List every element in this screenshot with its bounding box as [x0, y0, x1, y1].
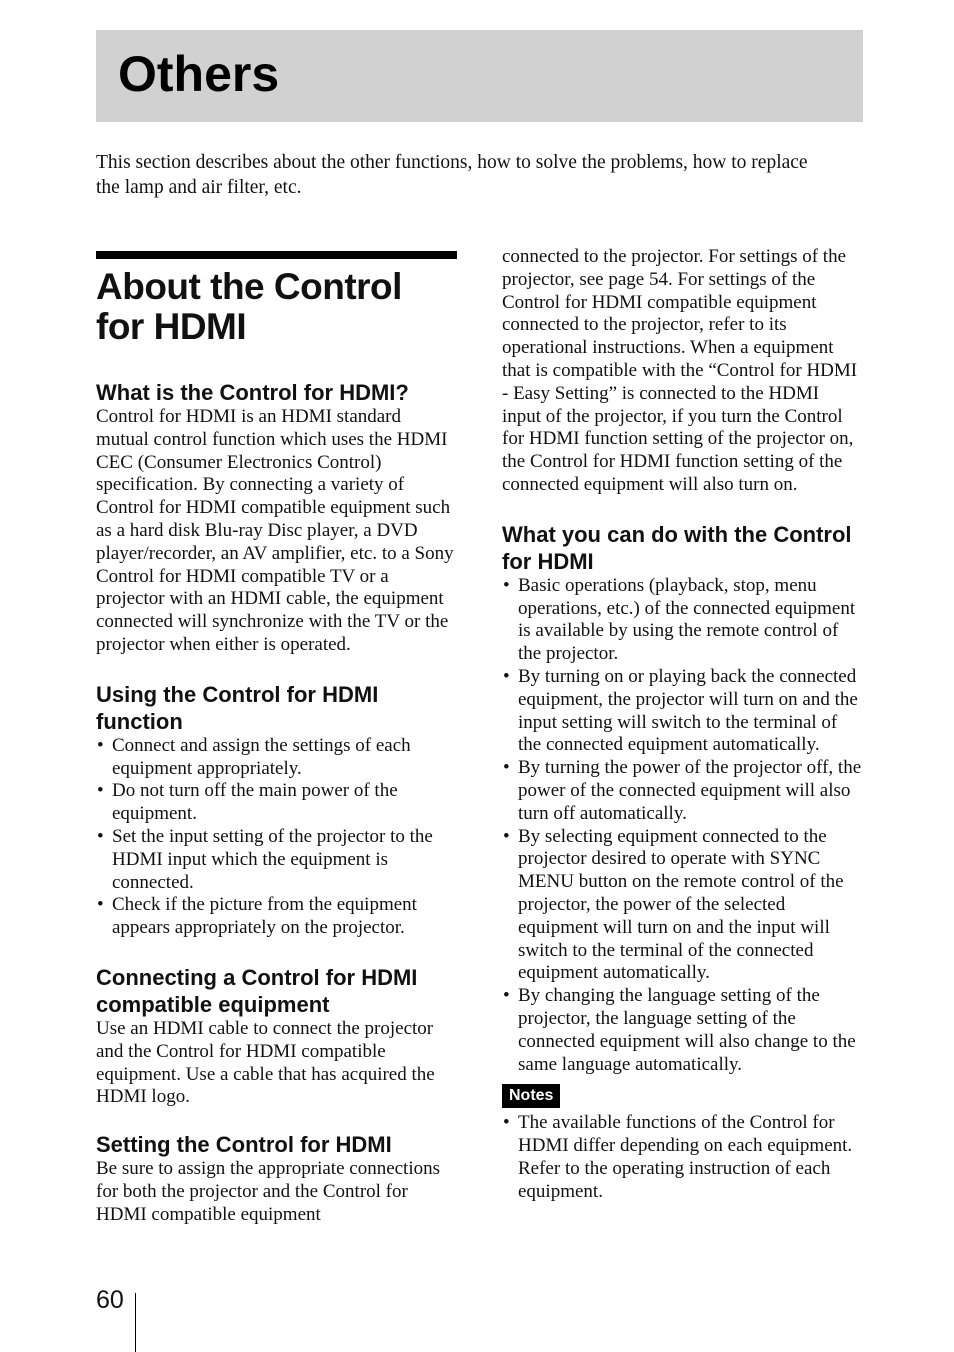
- list-item: • By turning on or playing back the connected equipment, the projector will turn on and the input setting will switch to the terminal of the connected equipment automatically.: [503, 665, 858, 756]
- notes-section: [502, 1084, 862, 1203]
- notes-badge: Notes: [502, 1084, 560, 1108]
- chapter-banner: [96, 30, 863, 122]
- setting-heading: Setting the Control for HDMI: [96, 1132, 392, 1158]
- list-item: • Connect and assign the settings of each equipment appropriately.: [97, 734, 411, 779]
- intro-paragraph: This section describes about the other functions, how to solve the problems, how to replace the lamp and air filter, etc.: [96, 152, 808, 198]
- list-item: • Basic operations (playback, stop, menu operations, etc.) of the connected equipment is available by using the remote control of the projector.: [503, 574, 856, 665]
- connecting-body: Use an HDMI cable to connect the projector and the Control for HDMI compatible equipment. Use a cable that has acquired the HDMI logo.: [96, 1017, 435, 1108]
- left-column: [96, 236, 458, 1227]
- list-item: • By changing the language setting of the projector, the language setting of the connected equipment will also change to the same language automatically.: [503, 985, 856, 1075]
- list-item: • Check if the picture from the equipment appears appropriately on the projector.: [97, 894, 417, 939]
- list-item: • By selecting equipment connected to the projector desired to operate with SYNC MENU button on the remote control of the projector, the power of the selected equipment will turn on and the input will switch to the terminal of the connected equipment automatically.: [503, 825, 844, 984]
- page-number-rule: [135, 1293, 136, 1352]
- section-title: About the Control for HDMI: [96, 266, 402, 347]
- bullet-icon: •: [97, 894, 104, 916]
- what-can-heading: What you can do with the Control for HDMI: [502, 521, 852, 574]
- what-can-list: [502, 575, 862, 1077]
- list-item: • Set the input setting of the projector to the HDMI input which the equipment is connected.: [97, 825, 433, 893]
- chapter-title: Others: [118, 46, 280, 102]
- right-column: [502, 246, 862, 1203]
- connecting-heading: Connecting a Control for HDMI compatible equipment: [96, 964, 418, 1017]
- bullet-icon: •: [97, 825, 104, 847]
- bullet-icon: •: [503, 985, 510, 1007]
- bullet-icon: •: [503, 574, 510, 596]
- notes-list: [502, 1112, 862, 1203]
- page-number: 60: [96, 1286, 124, 1314]
- bullet-icon: •: [97, 734, 104, 756]
- bullet-icon: •: [503, 665, 510, 687]
- using-list: [96, 735, 458, 940]
- list-item: • The available functions of the Control for HDMI differ depending on each equipment. Refer to the operating instruction of each equipment.: [503, 1112, 853, 1202]
- section-rule: [96, 251, 457, 259]
- bullet-icon: •: [503, 825, 510, 847]
- setting-body-continued: connected to the projector. For settings of the projector, see page 54. For settings of the Control for HDMI compatible equipment connected to the projector, refer to its operational instructions. When a equipment that is compatible with the “Control for HDMI - Easy Setting” is connected to the HDMI input of the projector, if you turn the Control for HDMI function setting of the projector on, the Control for HDMI function setting of the connected equipment will also turn on.: [502, 246, 858, 495]
- bullet-icon: •: [503, 757, 510, 779]
- bullet-icon: •: [503, 1112, 510, 1134]
- setting-body: Be sure to assign the appropriate connections for both the projector and the Control for HDMI compatible equipment: [96, 1158, 441, 1225]
- using-heading: Using the Control for HDMI function: [96, 681, 379, 734]
- list-item: • Do not turn off the main power of the equipment.: [97, 780, 398, 825]
- what-is-heading: What is the Control for HDMI?: [96, 380, 409, 405]
- what-is-body: Control for HDMI is an HDMI standard mutual control function which uses the HDMI CEC (Consumer Electronics Control) specification. By connecting a variety of Control for HDMI compatible equipment such as a hard disk Blu-ray Disc player, a DVD player/recorder, an AV amplifier, etc. to a Sony Control for HDMI compatible TV or a projector with an HDMI cable, the equipment connected will synchronize with the TV or the projector when either is operated.: [96, 406, 454, 655]
- bullet-icon: •: [97, 780, 104, 802]
- list-item: • By turning the power of the projector off, the power of the connected equipment will also turn off automatically.: [503, 757, 862, 824]
